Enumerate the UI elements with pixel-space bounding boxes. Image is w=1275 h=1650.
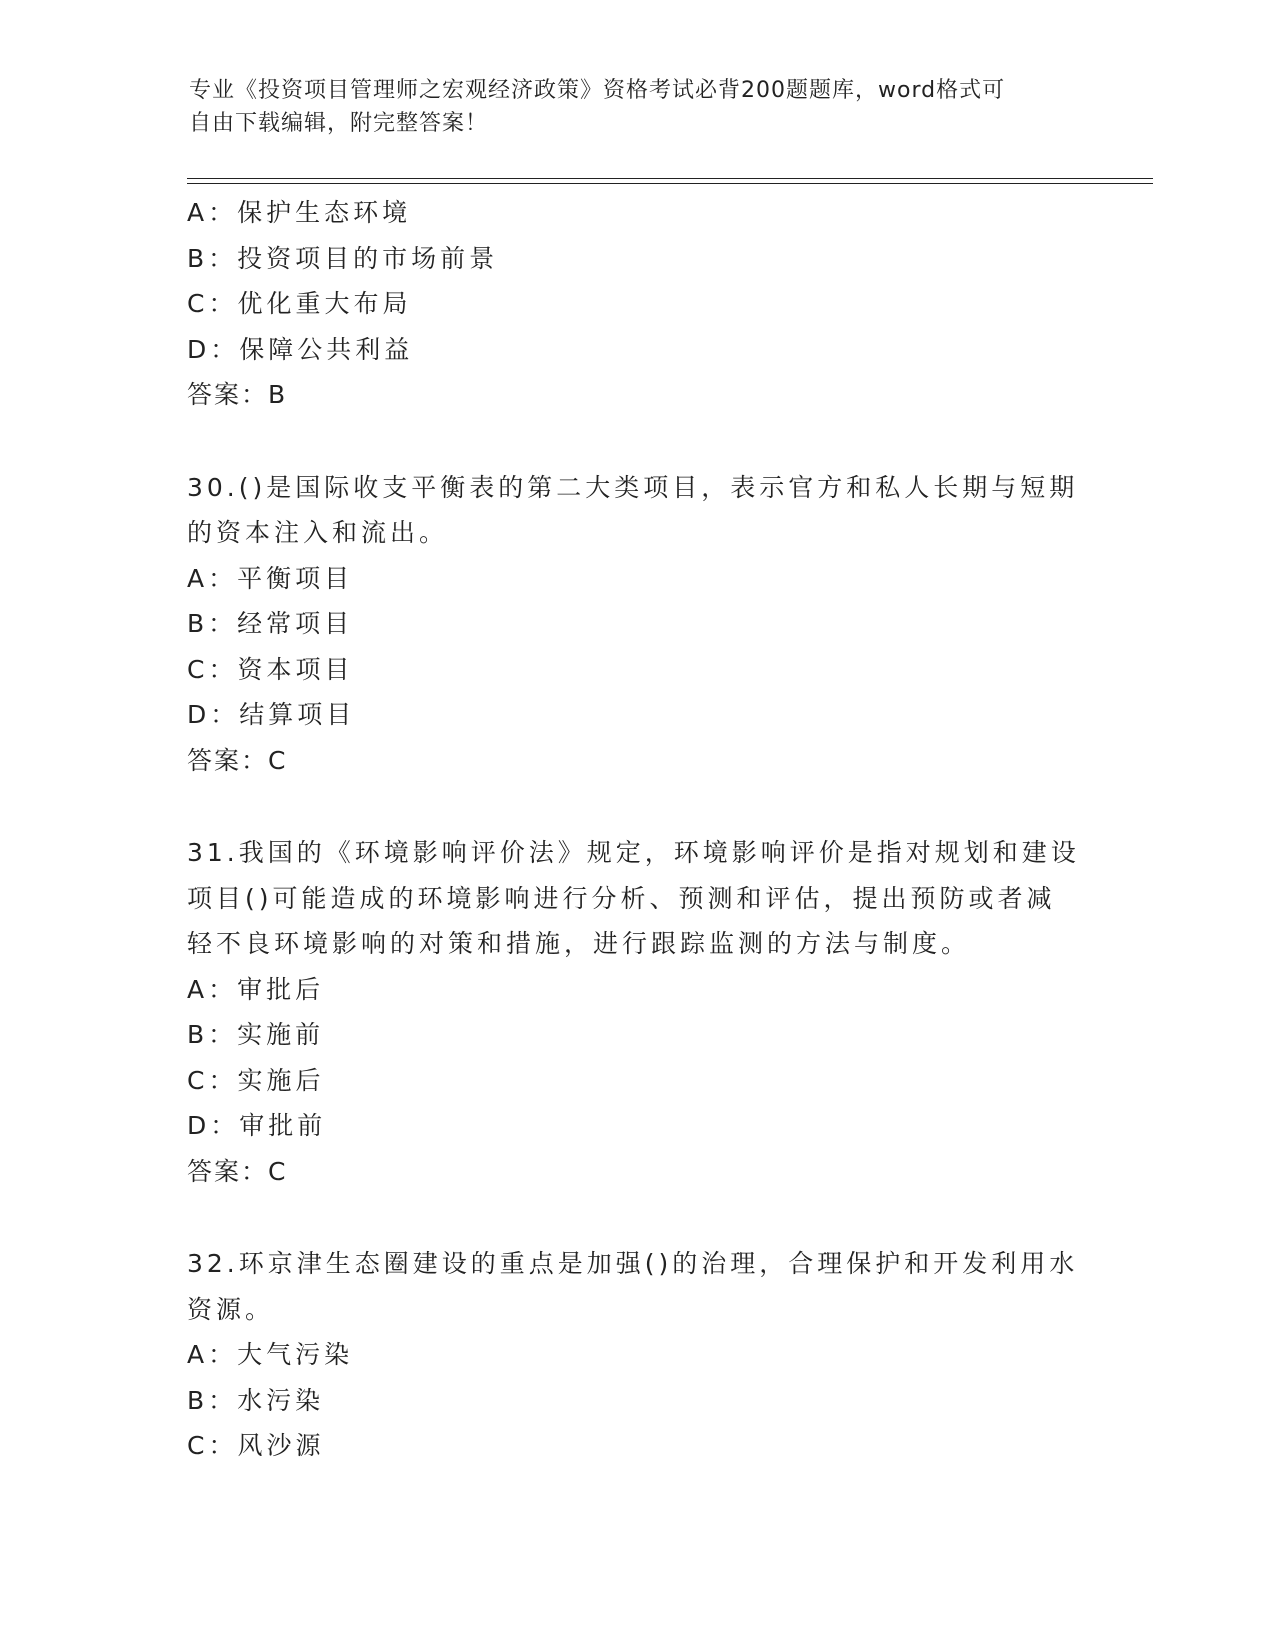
option-d: D：结算项目 xyxy=(187,700,356,729)
option-c: C：实施后 xyxy=(187,1065,325,1095)
answer-label: 答案：B xyxy=(187,380,288,409)
question-text-line: 项目()可能造成的环境影响进行分析、预测和评估，提出预防或者减 xyxy=(187,883,1056,913)
spacer xyxy=(187,783,1087,830)
spacer xyxy=(187,418,1087,465)
answer-label: 答案：C xyxy=(187,745,288,775)
option-d: D：保障公共利益 xyxy=(187,334,414,364)
header-line-2: 自由下载编辑，附完整答案！ xyxy=(189,111,489,136)
question-block-31 xyxy=(187,830,1087,1194)
option-a: A：平衡项目 xyxy=(187,563,354,593)
option-a: A：保护生态环境 xyxy=(187,198,412,227)
header-divider-top xyxy=(187,178,1153,179)
option-c: C：风沙源 xyxy=(187,1431,325,1460)
answer-label: 答案：C xyxy=(187,1156,288,1186)
question-block-30 xyxy=(187,465,1087,784)
question-text-line: 30.()是国际收支平衡表的第二大类项目，表示官方和私人长期与短期 xyxy=(187,472,1079,502)
option-a: A：审批后 xyxy=(187,974,325,1004)
question-text-line: 轻不良环境影响的对策和措施，进行跟踪监测的方法与制度。 xyxy=(187,929,971,958)
option-c: C：优化重大布局 xyxy=(187,289,412,318)
question-text-line: 31.我国的《环境影响评价法》规定，环境影响评价是指对规划和建设 xyxy=(187,838,1080,867)
question-list xyxy=(187,190,1087,1469)
option-b: B：投资项目的市场前景 xyxy=(187,243,499,273)
header-divider-bottom xyxy=(187,183,1153,184)
header-line-1: 专业《投资项目管理师之宏观经济政策》资格考试必背200题题库，word格式可 xyxy=(189,78,1006,103)
option-b: B：水污染 xyxy=(187,1385,325,1415)
question-block-29 xyxy=(187,190,1087,418)
question-text-line: 资源。 xyxy=(187,1294,275,1324)
option-a: A：大气污染 xyxy=(187,1340,354,1369)
question-text-line: 32.环京津生态圈建设的重点是加强()的治理，合理保护和开发利用水 xyxy=(187,1249,1079,1278)
question-text-line: 的资本注入和流出。 xyxy=(187,518,449,547)
document-header xyxy=(189,74,1069,140)
spacer xyxy=(187,1194,1087,1241)
option-b: B：实施前 xyxy=(187,1020,325,1049)
question-block-32 xyxy=(187,1241,1087,1469)
option-b: B：经常项目 xyxy=(187,609,354,638)
option-c: C：资本项目 xyxy=(187,654,354,684)
option-d: D：审批前 xyxy=(187,1111,327,1140)
